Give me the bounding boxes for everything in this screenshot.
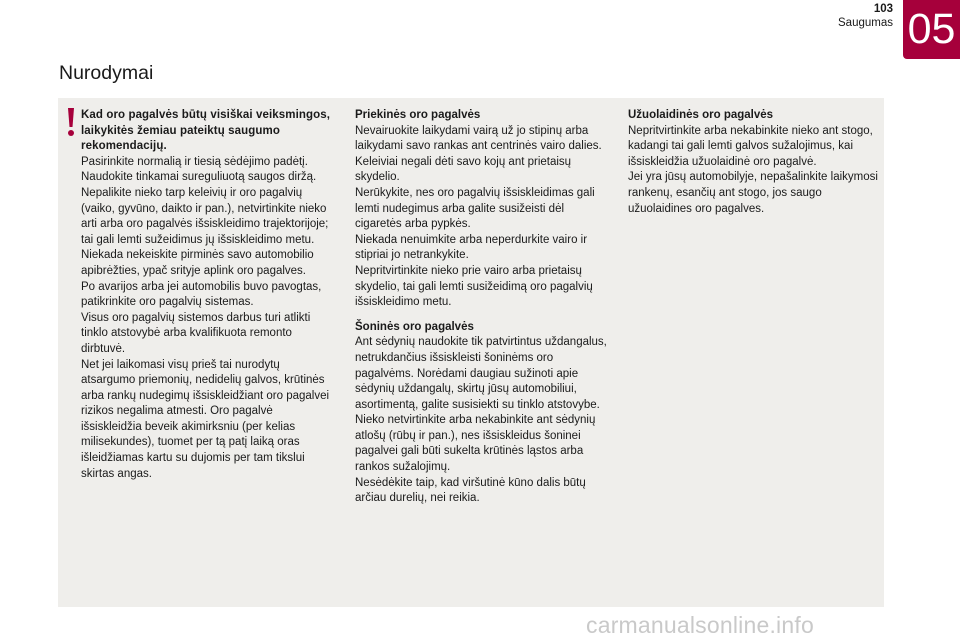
side-airbags-body: Ant sėdynių naudokite tik patvirtintus uždangalus, netrukdančius išsiskleisti šoninėms oro pagalvėms. Norėdami daugiau sužinoti apie sėdynių uždangalų, skirtų jūsų automobiliui, asortimentą, galite susisiekti su tinklo atstovybe. Nieko netvirtinkite arba nekabinkite ant sėdynių atlošų (rūbų ir pan.), nes išsiskleidus šoninei pagalvei gali būti sukelta krūtinės ląstos arba rankos sužalojimų. Nesėdėkite taip, kad viršutinė kūno dalis būtų arčiau durelių, nei reikia. bbox=[355, 336, 607, 505]
curtain-airbags-heading: Užuolaidinės oro pagalvės bbox=[628, 109, 774, 121]
column-curtain bbox=[628, 108, 878, 217]
section-name: Saugumas bbox=[838, 17, 893, 29]
warning-lead: Kad oro pagalvės būtų visiškai veiksmingos, laikykitės žemiau pateiktų saugumo rekomendacijų. bbox=[81, 109, 331, 153]
page-number: 103 bbox=[873, 3, 893, 15]
page-title: Nurodymai bbox=[59, 62, 154, 84]
front-airbags-body: Nevairuokite laikydami vairą už jo stipinų arba laikydami savo rankas ant centrinės vairo dalies. Keleiviai negali dėti savo kojų ant prietaisų skydelio. Nerūkykite, nes oro pagalvių išsiskleidimas gali lemti nudegimus arba galite susižeisti dėl cigaretės arba pypkės. Niekada nenuimkite arba neperdurkite vairo ir stipriai jo netrankykite. Nepritvirtinkite nieko prie vairo arba prietaisų skydelio, tai gali lemti susižeidimą oro pagalvių išsiskleidimo metu. bbox=[355, 124, 602, 309]
warning-icon bbox=[64, 107, 78, 137]
column-general bbox=[81, 108, 336, 482]
watermark: carmanualsonline.info bbox=[586, 612, 814, 638]
warning-body: Pasirinkite normalią ir tiesią sėdėjimo padėtį. Naudokite tinkamai sureguliuotą saugos diržą. Nepalikite nieko tarp keleivių ir oro pagalvių (vaiko, gyvūno, daikto ir pan.), netvirtinkite nieko arti arba oro pagalvės išsiskleidimo trajektorijoje; tai gali lemti sužeidimus jų išsiskleidimo metu. Niekada nekeiskite pirminės savo automobilio apibrėžties, ypač srityje aplink oro pagalves. Po avarijos arba jei automobilis buvo pavogtas, patikrinkite oro pagalvių sistemas. Visus oro pagalvių sistemos darbus turi atlikti tinklo atstovybė arba kvalifikuota remonto dirbtuvė. Net jei laikomasi visų prieš tai nurodytų atsargumo priemonių, nedidelių galvos, krūtinės arba rankų nudegimų išsiskleidžiant oro pagalvei rizikos negalima atmesti. Oro pagalvė išsiskleidžia beveik akimirksniu (per kelias milisekundes), tuomet per tą patį laiką oras išleidžiamas kartu su dujomis per tam tikslui skirtas angas. bbox=[81, 155, 330, 480]
page-header bbox=[838, 2, 893, 30]
column-front-side bbox=[355, 108, 610, 507]
curtain-airbags-body: Nepritvirtinkite arba nekabinkite nieko ant stogo, kadangi tai gali lemti galvos sužalojimus, kai išsiskleidžia užuolaidinė oro pagalvė. Jei yra jūsų automobilyje, nepašalinkite laikymosi rankenų, esančių ant stogo, jos saugo užuolaidines oro pagalves. bbox=[628, 124, 878, 215]
chapter-tab: 05 bbox=[903, 0, 960, 59]
side-airbags-heading: Šoninės oro pagalvės bbox=[355, 320, 474, 333]
front-airbags-heading: Priekinės oro pagalvės bbox=[355, 109, 481, 121]
